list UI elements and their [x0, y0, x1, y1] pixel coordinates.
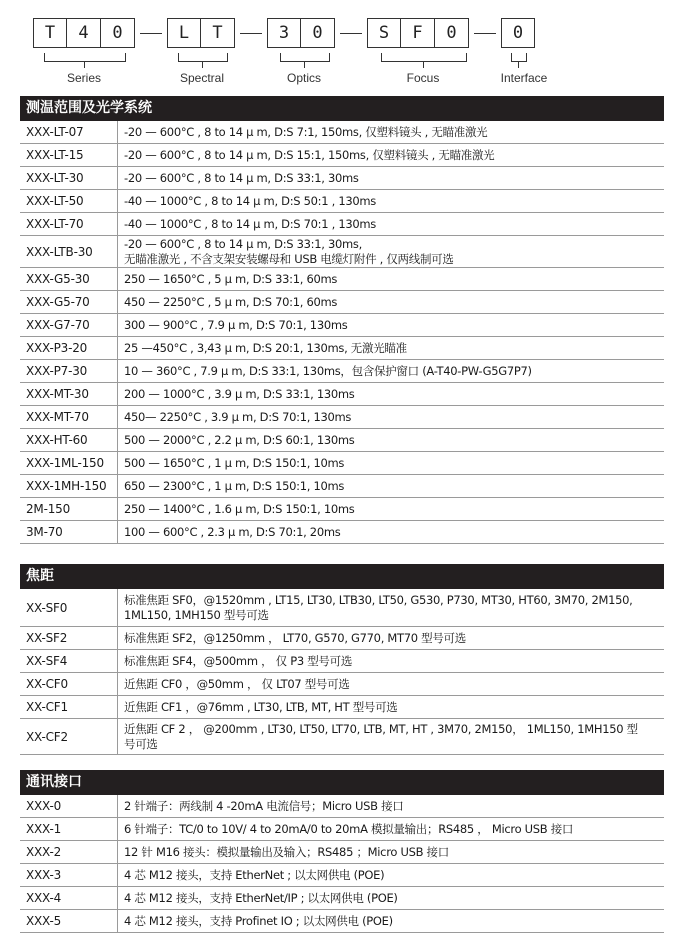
- description-text: 250 — 1650°C , 5 μ m, D:S 33:1, 60ms: [124, 271, 338, 286]
- description-cell: [118, 627, 664, 649]
- description-cell: [118, 696, 664, 718]
- description-text: 650 — 2300°C , 1 μ m, D:S 150:1, 10ms: [124, 478, 345, 493]
- series-label: Series: [66, 71, 102, 85]
- table-row: [20, 627, 664, 650]
- code-dash: [340, 33, 362, 34]
- table-row: [20, 475, 664, 498]
- table-row: [20, 910, 664, 933]
- table-row: [20, 498, 664, 521]
- model-code-diagram: [33, 18, 535, 48]
- model-code-cell: XX-CF1: [20, 696, 118, 718]
- code-char: S: [367, 18, 401, 48]
- table-row: [20, 429, 664, 452]
- description-cell: [118, 673, 664, 695]
- model-code-cell: XXX-2: [20, 841, 118, 863]
- description-text: -40 — 1000°C , 8 to 14 μ m, D:S 70:1 , 130ms: [124, 216, 376, 231]
- table-row: [20, 144, 664, 167]
- table-row: [20, 887, 664, 910]
- interface-bracket: [511, 53, 527, 62]
- table-row: [20, 268, 664, 291]
- description-cell: [118, 360, 664, 382]
- description-text: 近焦距 CF1 ，@76mm , LT30, LTB, MT, HT 型号可选: [124, 699, 398, 714]
- model-code-cell: XX-CF0: [20, 673, 118, 695]
- model-code-cell: XX-SF2: [20, 627, 118, 649]
- optics-stem: [304, 61, 305, 68]
- model-code-cell: XXX-HT-60: [20, 429, 118, 451]
- description-cell: [118, 314, 664, 336]
- focus-bracket: [381, 53, 467, 62]
- model-code-cell: XXX-LTB-30: [20, 236, 118, 267]
- code-group-series: [33, 18, 135, 48]
- description-text: 300 — 900°C , 7.9 μ m, D:S 70:1, 130ms: [124, 317, 348, 332]
- code-char: 4: [67, 18, 101, 48]
- model-code-cell: XX-SF4: [20, 650, 118, 672]
- description-text: 100 — 600°C , 2.3 μ m, D:S 70:1, 20ms: [124, 524, 341, 539]
- model-code-cell: XXX-1MH-150: [20, 475, 118, 497]
- spectral-stem: [202, 61, 203, 68]
- description-text: -20 — 600°C , 8 to 14 μ m, D:S 33:1, 30ms: [124, 170, 359, 185]
- description-text: 12 针 M16 接头：模拟量输出及输入；RS485 ；Micro USB 接口: [124, 844, 449, 859]
- focus-label: Focus: [406, 71, 440, 85]
- description-cell: [118, 213, 664, 235]
- model-code-cell: XXX-G5-70: [20, 291, 118, 313]
- interface-stem: [518, 61, 519, 68]
- description-text: 近焦距 CF0 ，@50mm ， 仅 LT07 型号可选: [124, 676, 350, 691]
- description-cell: [118, 887, 664, 909]
- model-code-cell: XX-SF0: [20, 589, 118, 626]
- focus-stem: [423, 61, 424, 68]
- section-title: 通讯接口: [20, 770, 664, 795]
- description-text: -20 — 600°C , 8 to 14 μ m, D:S 7:1, 150ms, 仅塑料镜头 , 无瞄准激光: [124, 124, 488, 139]
- model-code-cell: XXX-P3-20: [20, 337, 118, 359]
- code-char: F: [401, 18, 435, 48]
- model-code-cell: XXX-LT-50: [20, 190, 118, 212]
- description-text: -20 — 600°C , 8 to 14 μ m, D:S 33:1, 30ms, 无瞄准激光 , 不含支架安装螺母和 USB 电缆灯附件 , 仅两线制可选: [124, 236, 454, 266]
- description-cell: [118, 498, 664, 520]
- description-cell: [118, 589, 664, 626]
- description-cell: [118, 521, 664, 543]
- code-char: 0: [501, 18, 535, 48]
- model-code-cell: XXX-G7-70: [20, 314, 118, 336]
- table-row: [20, 337, 664, 360]
- code-group-interface: [501, 18, 535, 48]
- interface-label: Interface: [500, 71, 548, 85]
- description-cell: [118, 383, 664, 405]
- model-code-cell: XXX-0: [20, 795, 118, 817]
- description-cell: [118, 864, 664, 886]
- description-cell: [118, 236, 664, 267]
- section-title: 测温范围及光学系统: [20, 96, 664, 121]
- model-code-cell: XXX-3: [20, 864, 118, 886]
- table-row: [20, 406, 664, 429]
- model-code-cell: XXX-1: [20, 818, 118, 840]
- code-group-focus: [367, 18, 469, 48]
- description-text: 标准焦距 SF4，@500mm ， 仅 P3 型号可选: [124, 653, 353, 668]
- model-code-cell: XXX-1ML-150: [20, 452, 118, 474]
- table-row: [20, 383, 664, 406]
- description-cell: [118, 650, 664, 672]
- focus-section: [20, 564, 664, 755]
- description-cell: [118, 190, 664, 212]
- table-row: [20, 190, 664, 213]
- table-row: [20, 696, 664, 719]
- description-text: 6 针端子：TC/0 to 10V/ 4 to 20mA/0 to 20mA 模拟量输出；RS485 ， Micro USB 接口: [124, 821, 574, 836]
- table-row: [20, 167, 664, 190]
- table-row: [20, 452, 664, 475]
- table-row: [20, 521, 664, 544]
- model-code-cell: XX-CF2: [20, 719, 118, 754]
- code-dash: [240, 33, 262, 34]
- description-text: 标准焦距 SF0，@1520mm , LT15, LT30, LTB30, LT50, G530, P730, MT30, HT60, 3M70, 2M150, 1ML150, 1MH150 型号可选: [124, 592, 633, 622]
- description-cell: [118, 268, 664, 290]
- description-cell: [118, 429, 664, 451]
- table-row: [20, 360, 664, 383]
- model-code-cell: XXX-5: [20, 910, 118, 932]
- model-code-cell: XXX-LT-07: [20, 121, 118, 143]
- model-code-cell: 2M-150: [20, 498, 118, 520]
- spectral-label: Spectral: [179, 71, 225, 85]
- model-code-cell: XXX-4: [20, 887, 118, 909]
- section-title: 焦距: [20, 564, 664, 589]
- description-cell: [118, 406, 664, 428]
- description-text: 250 — 1400°C , 1.6 μ m, D:S 150:1, 10ms: [124, 501, 355, 516]
- table-row: [20, 673, 664, 696]
- description-text: 200 — 1000°C , 3.9 μ m, D:S 33:1, 130ms: [124, 386, 355, 401]
- description-text: 25 —450°C , 3,43 μ m, D:S 20:1, 130ms, 无激光瞄准: [124, 340, 407, 355]
- model-code-cell: XXX-MT-30: [20, 383, 118, 405]
- optics-bracket: [280, 53, 330, 62]
- code-char: 0: [101, 18, 135, 48]
- description-cell: [118, 841, 664, 863]
- description-cell: [118, 475, 664, 497]
- description-cell: [118, 719, 664, 754]
- optics-label: Optics: [286, 71, 322, 85]
- description-cell: [118, 818, 664, 840]
- table-row: [20, 818, 664, 841]
- description-cell: [118, 167, 664, 189]
- description-cell: [118, 144, 664, 166]
- table-row: [20, 795, 664, 818]
- model-code-cell: XXX-MT-70: [20, 406, 118, 428]
- table-row: [20, 314, 664, 337]
- model-code-cell: 3M-70: [20, 521, 118, 543]
- description-cell: [118, 121, 664, 143]
- spectral-bracket: [178, 53, 228, 62]
- code-char: 3: [267, 18, 301, 48]
- model-code-cell: XXX-LT-15: [20, 144, 118, 166]
- table-row: [20, 291, 664, 314]
- description-text: 2 针端子：两线制 4 -20mA 电流信号；Micro USB 接口: [124, 798, 404, 813]
- description-text: 标准焦距 SF2，@1250mm ， LT70, G570, G770, MT70 型号可选: [124, 630, 466, 645]
- interface-section: [20, 770, 664, 933]
- description-text: 450— 2250°C , 3.9 μ m, D:S 70:1, 130ms: [124, 409, 352, 424]
- description-cell: [118, 291, 664, 313]
- table-row: [20, 236, 664, 268]
- code-char: T: [33, 18, 67, 48]
- code-char: 0: [301, 18, 335, 48]
- description-text: 4 芯 M12 接头，支持 Profinet IO ; 以太网供电 (POE): [124, 913, 393, 928]
- code-char: L: [167, 18, 201, 48]
- description-cell: [118, 910, 664, 932]
- description-text: 4 芯 M12 接头，支持 EtherNet ; 以太网供电 (POE): [124, 867, 385, 882]
- table-row: [20, 121, 664, 144]
- temperature-optics-section: [20, 96, 664, 544]
- description-text: 450 — 2250°C , 5 μ m, D:S 70:1, 60ms: [124, 294, 338, 309]
- series-bracket: [44, 53, 126, 62]
- model-code-cell: XXX-G5-30: [20, 268, 118, 290]
- table-row: [20, 841, 664, 864]
- model-code-cell: XXX-LT-30: [20, 167, 118, 189]
- description-text: 500 — 1650°C , 1 μ m, D:S 150:1, 10ms: [124, 455, 345, 470]
- description-cell: [118, 452, 664, 474]
- description-text: -40 — 1000°C , 8 to 14 μ m, D:S 50:1 , 130ms: [124, 193, 376, 208]
- model-code-cell: XXX-P7-30: [20, 360, 118, 382]
- code-char: T: [201, 18, 235, 48]
- table-row: [20, 589, 664, 627]
- description-cell: [118, 795, 664, 817]
- series-stem: [84, 61, 85, 68]
- description-text: -20 — 600°C , 8 to 14 μ m, D:S 15:1, 150ms, 仅塑料镜头 , 无瞄准激光: [124, 147, 495, 162]
- description-text: 500 — 2000°C , 2.2 μ m, D:S 60:1, 130ms: [124, 432, 355, 447]
- description-text: 4 芯 M12 接头，支持 EtherNet/IP ; 以太网供电 (POE): [124, 890, 398, 905]
- model-code-cell: XXX-LT-70: [20, 213, 118, 235]
- table-row: [20, 213, 664, 236]
- description-cell: [118, 337, 664, 359]
- code-group-optics: [267, 18, 335, 48]
- table-row: [20, 719, 664, 755]
- code-dash: [474, 33, 496, 34]
- code-char: 0: [435, 18, 469, 48]
- description-text: 近焦距 CF 2 ， @200mm , LT30, LT50, LT70, LTB, MT, HT , 3M70, 2M150， 1ML150, 1MH150 型 号可选: [124, 721, 638, 751]
- code-group-spectral: [167, 18, 235, 48]
- table-row: [20, 864, 664, 887]
- code-dash: [140, 33, 162, 34]
- description-text: 10 — 360°C , 7.9 μ m, D:S 33:1, 130ms，包含保护窗口 (A-T40-PW-G5G7P7): [124, 363, 532, 378]
- table-row: [20, 650, 664, 673]
